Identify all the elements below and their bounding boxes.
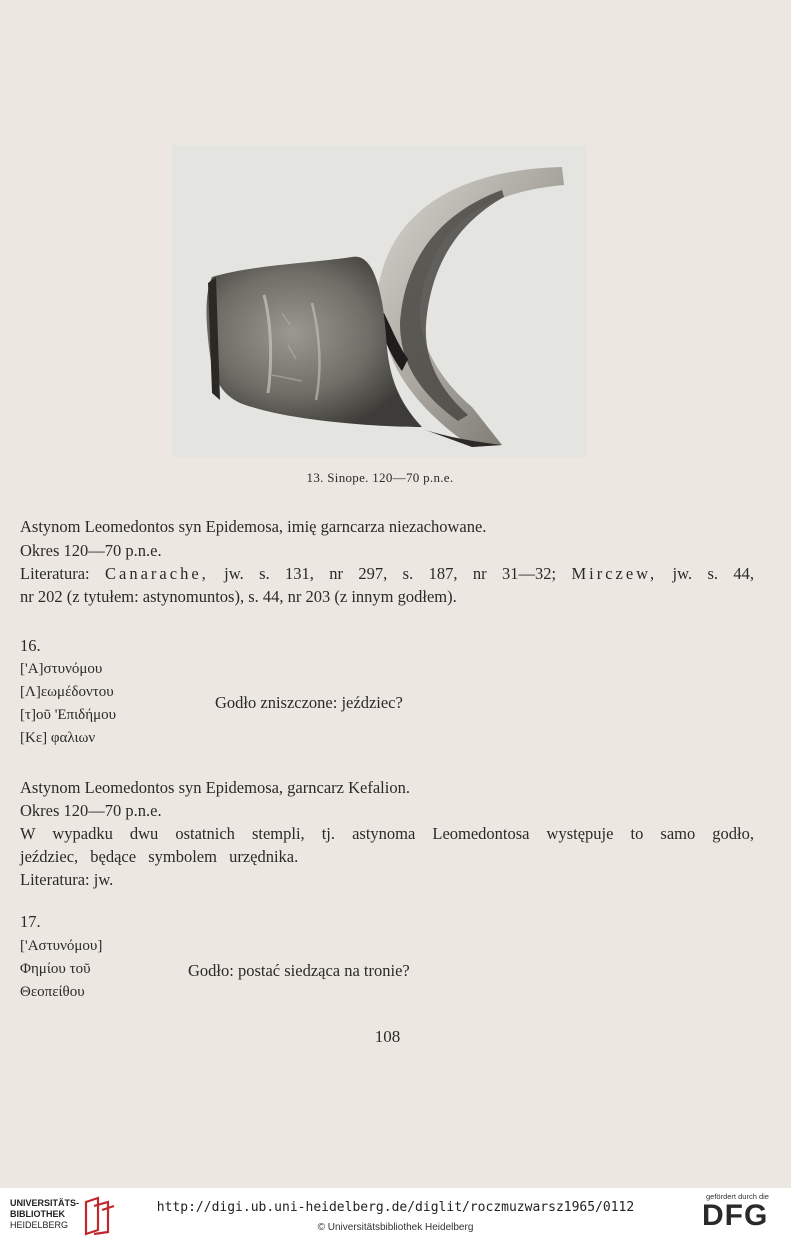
dfg-logo-text: DFG (702, 1199, 769, 1232)
literatura-label: Literatura: (20, 564, 90, 583)
greek-line: Θεοπείθου (20, 984, 85, 1000)
greek-line: Φημίου τοῦ (20, 961, 91, 977)
entry16-emblem: Godło zniszczone: jeździec? (215, 693, 403, 712)
amphora-handle-image (172, 145, 587, 457)
author-canarache: Canarache, (105, 564, 209, 583)
greek-line: [Κε] φαλιων (20, 730, 96, 746)
entry17-emblem: Godło: postać siedząca na tronie? (188, 961, 410, 980)
amphora-handle-photo (172, 145, 587, 457)
literature-ref-2: jw. s. 44, (672, 564, 755, 583)
greek-line: ['Αστυνόμου] (20, 938, 103, 954)
entry16-greek-inscription (20, 658, 116, 750)
entry16-line1: Astynom Leomedontos syn Epidemosa, garncarz Kefalion. (20, 778, 410, 797)
greek-line: ['Α]στυνόμου (20, 661, 103, 677)
literature-ref-1: jw. s. 131, nr 297, s. 187, nr 31—32; (224, 564, 557, 583)
entry16-line5: Literatura: jw. (20, 870, 114, 889)
greek-line: [τ]οῦ 'Επιδήμου (20, 707, 117, 723)
entry15-line4: nr 202 (z tytułem: astynomuntos), s. 44, nr 203 (z innym godłem). (20, 587, 457, 606)
permalink-url[interactable]: http://digi.ub.uni-heidelberg.de/diglit/roczmuzwarsz1965/0112 (156, 1200, 635, 1215)
library-name-line: UNIVERSITÄTS- (10, 1198, 80, 1208)
author-mirczew: Mirczew, (571, 564, 658, 583)
entry16-number: 16. (20, 636, 41, 655)
dfg-logo[interactable] (700, 1192, 784, 1231)
greek-line: [Λ]εωμέδοντου (20, 684, 114, 700)
entry17-number: 17. (20, 912, 41, 931)
funder-note: gefördert durch die (706, 1192, 769, 1201)
entry15-literature-line (20, 563, 754, 585)
entry17-greek-inscription (20, 935, 102, 1004)
entry15-line1: Astynom Leomedontos syn Epidemosa, imię garncarza niezachowane. (20, 517, 487, 536)
library-name-line: HEIDELBERG (10, 1220, 69, 1230)
copyright-notice: © Universitätsbibliothek Heidelberg (317, 1222, 474, 1233)
viewer-footer (0, 1188, 791, 1244)
figure-caption: 13. Sinope. 120—70 p.n.e. (306, 470, 454, 485)
entry15-line2: Okres 120—70 p.n.e. (20, 541, 162, 560)
page-number: 108 (374, 1027, 401, 1046)
library-name-line: BIBLIOTHEK (10, 1209, 65, 1219)
entry16-line4: jeździec, będące symbolem urzędnika. (20, 847, 299, 866)
entry16-line3: W wypadku dwu ostatnich stempli, tj. astynoma Leomedontosa występuje to samo godło, (20, 824, 754, 843)
entry16-line2: Okres 120—70 p.n.e. (20, 801, 162, 820)
